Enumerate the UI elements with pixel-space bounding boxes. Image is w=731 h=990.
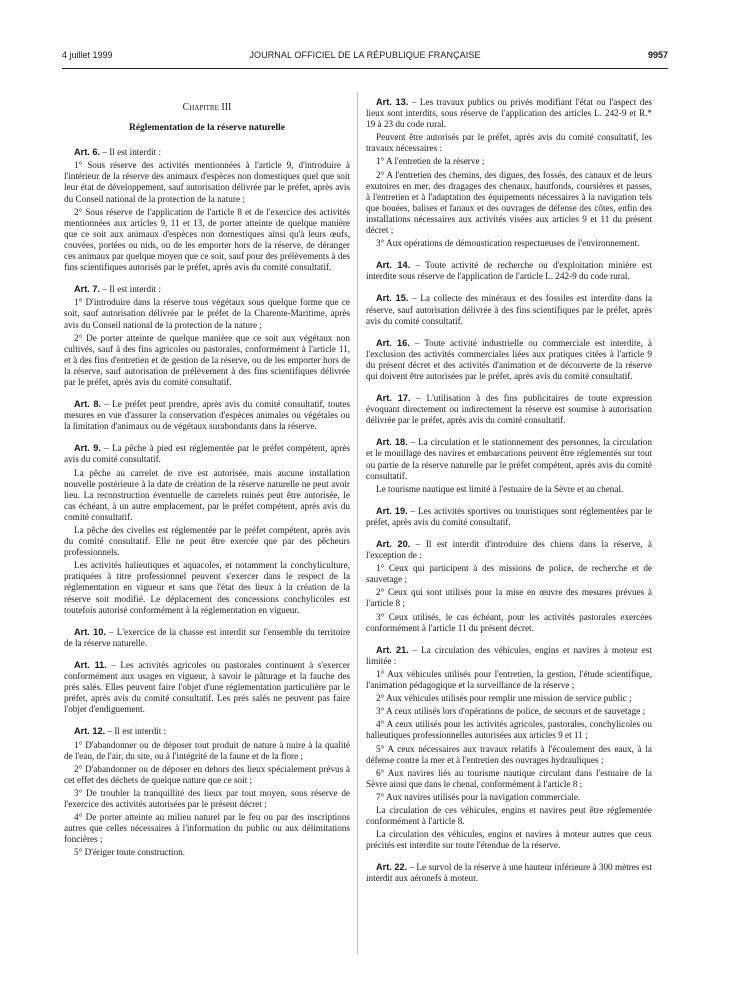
article-subparagraph <box>366 132 652 154</box>
paragraph-text: – La pêche à pied est réglementée par le préfet compétent, après avis du comité consultatif. <box>64 443 350 465</box>
article-paragraph <box>366 97 652 130</box>
left-column-body <box>64 147 350 858</box>
paragraph-text: 2° Ceux qui sont utilisés pour la mise en œuvre des mesures prévues à l'article 8 ; <box>366 587 652 609</box>
paragraph-text: 4° De porter atteinte au milieu naturel par le feu ou par des inscriptions autres que celles nécessaires à l'information du public ou aux délimitations foncières ; <box>64 812 350 845</box>
right-column <box>366 97 652 887</box>
paragraph-text: La circulation des véhicules, engins et navires à moteur autres que ceux précités est interdite sur toute l'étendue de la réserve. <box>366 829 652 851</box>
paragraph-text: 3° Ceux utilisés, le cas échéant, pour les activités pastorales exercées conformément à l'article 11 du présent décret. <box>366 611 652 633</box>
article-paragraph <box>64 147 350 158</box>
paragraph-text: – Il est interdit : <box>105 726 167 737</box>
article-number: Art. 18. <box>376 437 408 448</box>
article-subparagraph <box>366 693 652 704</box>
article-subparagraph <box>366 706 652 717</box>
article-paragraph <box>366 506 652 528</box>
header-journal-title: JOURNAL OFFICIEL DE LA RÉPUBLIQUE FRANÇAISE <box>249 50 481 60</box>
article-paragraph <box>64 399 350 432</box>
article-subparagraph <box>366 719 652 741</box>
article-number: Art. 10. <box>74 626 106 637</box>
paragraph-text: – Il est interdit d'introduire des chiens dans la réserve, à l'exception de : <box>366 539 652 561</box>
paragraph-text: 2° D'abandonner ou de déposer en dehors des lieux spécialement prévus à cet effet des déchets de quelque nature que ce soit ; <box>64 763 350 785</box>
paragraph-text: 1° Sous réserve des activités mentionnées à l'article 9, d'introduire à l'intérieur de la réserve des animaux d'espèces non domestiques quel que soit leur état de développement, sauf autorisation délivrée par le préfet, après avis du Conseil national de la protection de la nature ; <box>64 160 350 204</box>
paragraph-text: – Les activités agricoles ou pastorales continuent à s'exercer conformément aux usages en vigueur, à savoir le pâturage et la fauche des prés salés. Elles peuvent faire l'objet d'une réglementation particulière par le préfet, après avis du comité consultatif. Les prés salés ne peuvent pas faire l'objet d'endiguement. <box>64 659 350 715</box>
paragraph-text: – La collecte des minéraux et des fossiles est interdite dans la réserve, sauf autorisation délivrée à des fins scientifiques par le préfet, après avis du comité consultatif. <box>366 293 652 326</box>
paragraph-text: – Le survol de la réserve à une hauteur inférieure à 300 mètres est interdit aux aéronefs à moteur. <box>366 862 652 884</box>
paragraph-text: – La circulation et le stationnement des personnes, la circulation et le mouillage des navires et embarcations peuvent être réglementés sur tout ou partie de la réserve naturelle par le préfet compétent, après avis du comité consultatif. <box>366 437 652 481</box>
article-paragraph <box>366 338 652 382</box>
article-paragraph <box>64 726 350 737</box>
article-number: Art. 9. <box>74 443 101 454</box>
paragraph-text: 5° A ceux nécessaires aux travaux relatifs à l'écoulement des eaux, à la défense contre la mer et à l'entretien des ouvrages hydrauliques ; <box>366 743 652 765</box>
article-number: Art. 21. <box>376 644 409 655</box>
paragraph-text: – Toute activité industrielle ou commerciale est interdite, à l'exclusion des activités commerciales liées aux pratiques citées à l'article 9 du présent décret et des activités d'animation et de découverte de la réserve qui doivent être autorisées par le préfet, après avis du comité consultatif. <box>366 337 652 381</box>
article-subparagraph <box>366 768 652 790</box>
paragraph-text: La circulation de ces véhicules, engins et navires peut être réglementée conformément à l'article 8. <box>366 804 652 827</box>
article-number: Art. 15. <box>376 293 409 304</box>
paragraph-text: – Il est interdit : <box>100 284 162 295</box>
paragraph-text: 1° Aux véhicules utilisés pour l'entretien, la gestion, l'étude scientifique, l'animation pédagogique et la surveillance de la réserve ; <box>366 668 652 691</box>
left-column <box>64 96 350 860</box>
chapter-number: Chapitre III <box>182 102 232 113</box>
article-subparagraph <box>366 484 652 495</box>
page-header <box>62 50 668 64</box>
article-subparagraph <box>64 297 350 330</box>
paragraph-text: – Les travaux publics ou privés modifiant l'état ou l'aspect des lieux sont interdits, sous réserve de l'application des articles L. 242-9 et R.* 19 à 23 du code rural. <box>366 97 652 130</box>
paragraph-text: Les activités halieutiques et aquacoles, et notamment la conchyliculture, pratiquées à titre professionnel peuvent s'exercer dans le respect de la réglementation en vigueur et sans que l'état des lieux à la création de la réserve soit modifié. Le déplacement des concessions conchylicoles est toutefois autorisé conformément à la réglementation en vigueur. <box>64 560 350 615</box>
paragraph-text: Peuvent être autorisés par le préfet, après avis du comité consultatif, les travaux nécessaires : <box>366 132 652 154</box>
paragraph-text: 7° Aux navires utilisés pour la navigation commerciale. <box>376 791 581 802</box>
paragraph-text: 3° A ceux utilisés lors d'opérations de police, de secours et de sauvetage ; <box>376 706 646 717</box>
article-subparagraph <box>64 847 350 858</box>
paragraph-text: 2° De porter atteinte de quelque manière que ce soit aux végétaux non cultivés, sauf à des fins agricoles ou pastorales, conformément à l'article 11, et à des fins d'entretien et de gestion de la réserve, ou de les emporter hors de la réserve, sauf autorisation de prélèvement à des fins scientifiques délivrée par le préfet, après avis du comité consultatif. <box>64 332 350 387</box>
article-subparagraph <box>366 587 652 609</box>
article-number: Art. 14. <box>376 260 411 271</box>
article-subparagraph <box>64 160 350 204</box>
article-subparagraph <box>64 812 350 845</box>
article-subparagraph <box>366 805 652 827</box>
article-subparagraph <box>64 525 350 558</box>
article-number: Art. 19. <box>376 505 408 516</box>
article-subparagraph <box>64 560 350 615</box>
article-number: Art. 11. <box>74 659 107 670</box>
right-column-body <box>366 97 652 885</box>
article-subparagraph <box>64 740 350 762</box>
article-subparagraph <box>64 788 350 810</box>
article-paragraph <box>64 627 350 649</box>
article-paragraph <box>366 539 652 561</box>
article-paragraph <box>366 293 652 326</box>
article-paragraph <box>64 284 350 295</box>
paragraph-text: 4° A ceux utilisés pour les activités agricoles, pastorales, conchylicoles ou halieutiques professionnelles autorisées aux articles 9 et 11 ; <box>366 719 652 741</box>
paragraph-text: 2° A l'entretien des chemins, des digues, des fossés, des canaux et de leurs exutoires en mer, des dragages des chenaux, hautfonds, coursières et passes, à l'entretien et à l'adaptation des équipements nécessaires à la navigation tels que bouées, balises et fanaux et des ouvrages de défense des côtes, enfin des installations nécessaires aux activités visées aux articles 9 et 11 du présent décret ; <box>366 169 652 236</box>
article-subparagraph <box>366 156 652 167</box>
article-subparagraph <box>366 170 652 237</box>
paragraph-text: 5° D'ériger toute construction. <box>74 847 185 858</box>
article-subparagraph <box>366 669 652 691</box>
article-number: Art. 12. <box>74 726 106 737</box>
article-paragraph <box>366 862 652 884</box>
article-subparagraph <box>366 792 652 803</box>
article-subparagraph <box>366 563 652 585</box>
column-divider <box>357 92 358 954</box>
article-subparagraph <box>366 238 652 249</box>
article-subparagraph <box>64 764 350 786</box>
article-paragraph <box>366 437 652 481</box>
article-paragraph <box>366 260 652 282</box>
article-number: Art. 22. <box>376 862 408 873</box>
paragraph-text: – Toute activité de recherche ou d'exploitation minière est interdite sous réserve de l'application de l'article L. 242-9 du code rural. <box>366 260 652 282</box>
paragraph-text: Le tourisme nautique est limité à l'estuaire de la Sèvre et au chenal. <box>376 483 624 494</box>
paragraph-text: – La circulation des véhicules, engins et navires à moteur est limitée : <box>366 644 652 666</box>
chapter-title: Réglementation de la réserve naturelle <box>128 123 285 134</box>
paragraph-text: 1° D'introduire dans la réserve tous végétaux sous quelque forme que ce soit, sauf autorisation délivrée par le préfet de la Charente-Maritime, après avis du Conseil national de la protection de la nature ; <box>64 297 350 330</box>
article-subparagraph <box>64 333 350 388</box>
article-number: Art. 20. <box>376 539 411 549</box>
article-paragraph <box>366 393 652 426</box>
article-subparagraph <box>366 612 652 634</box>
paragraph-text: 3° Aux opérations de démoustication respectueuses de l'environnement. <box>376 238 640 249</box>
paragraph-text: 1° A l'entretien de la réserve ; <box>376 156 485 167</box>
paragraph-text: – Les activités sportives ou touristiques sont réglementées par le préfet, après avis du comité consultatif. <box>366 505 652 527</box>
paragraph-text: – L'exercice de la chasse est interdit sur l'ensemble du territoire de la réserve naturelle. <box>64 626 350 648</box>
article-subparagraph <box>366 744 652 766</box>
paragraph-text: 6° Aux navires liés au tourisme nautique circulant dans l'estuaire de la Sèvre ainsi que dans le chenal, conformément à l'article 8 ; <box>366 767 652 789</box>
article-paragraph <box>64 443 350 465</box>
article-number: Art. 7. <box>74 284 101 295</box>
paragraph-text: – Il est interdit : <box>100 147 162 158</box>
paragraph-text: – Le préfet peut prendre, après avis du comité consultatif, toutes mesures en vue d'assurer la conservation d'espèces animales ou végétales ou la limitation d'animaux ou de végétaux surabondants dans la réserve. <box>64 399 350 432</box>
paragraph-text: 1° D'abandonner ou de déposer tout produit de nature à nuire à la qualité de l'eau, de l'air, du site, ou à l'intégrité de la faune et de la flore ; <box>64 739 350 761</box>
article-number: Art. 17. <box>376 393 411 404</box>
paragraph-text: 2° Aux véhicules utilisés pour remplir une mission de service public ; <box>376 693 632 704</box>
article-number: Art. 8. <box>74 399 101 410</box>
article-paragraph <box>366 645 652 667</box>
article-subparagraph <box>64 468 350 523</box>
paragraph-text: 1° Ceux qui participent à des missions de police, de recherche et de sauvetage ; <box>366 563 652 585</box>
header-rule <box>62 68 668 69</box>
paragraph-text: La pêche des civelles est réglementée par le préfet compétent, après avis du comité consultatif. Elle ne peut être exercée que par des pêcheurs professionnels. <box>64 525 350 558</box>
article-number: Art. 16. <box>376 337 410 348</box>
paragraph-text: – L'utilisation à des fins publicitaires de toute expression évoquant directement ou indirectement la réserve est soumise à autorisation délivrée par le préfet, après avis du comité consultatif. <box>366 393 653 426</box>
article-number: Art. 13. <box>376 97 409 107</box>
paragraph-text: 3° De troubler la tranquillité des lieux par tout moyen, sous réserve de l'exercice des activités autorisées par le présent décret ; <box>64 787 350 809</box>
header-date: 4 juillet 1999 <box>62 50 113 60</box>
header-page-number: 9957 <box>647 50 668 60</box>
article-subparagraph <box>64 207 350 274</box>
article-number: Art. 6. <box>74 147 101 158</box>
paragraph-text: 2° Sous réserve de l'application de l'article 8 et de l'exercice des activités mentionnées aux articles 9, 11 et 13, de porter atteinte de quelque manière que ce soit aux animaux d'espèces non domestiques ainsi qu'à leurs œufs, couvées, portées ou nids, ou de les emporter hors de la réserve, de déranger ces animaux par quelque moyen que ce soit, sauf pour des prélèvements à des fins scientifiques autorisés par le préfet, après avis du comité consultatif. <box>64 206 350 273</box>
article-paragraph <box>64 660 350 715</box>
paragraph-text: La pêche au carrelet de rive est autorisée, mais aucune installation nouvelle postérieure à la date de création de la réserve naturelle ne peut avoir lieu. La reconstruction éventuelle de carrelets ruinés peut être autorisée, le cas échéant, à un autre emplacement, par le préfet compétent, après avis du comité consultatif. <box>64 467 350 522</box>
article-subparagraph <box>366 829 652 851</box>
